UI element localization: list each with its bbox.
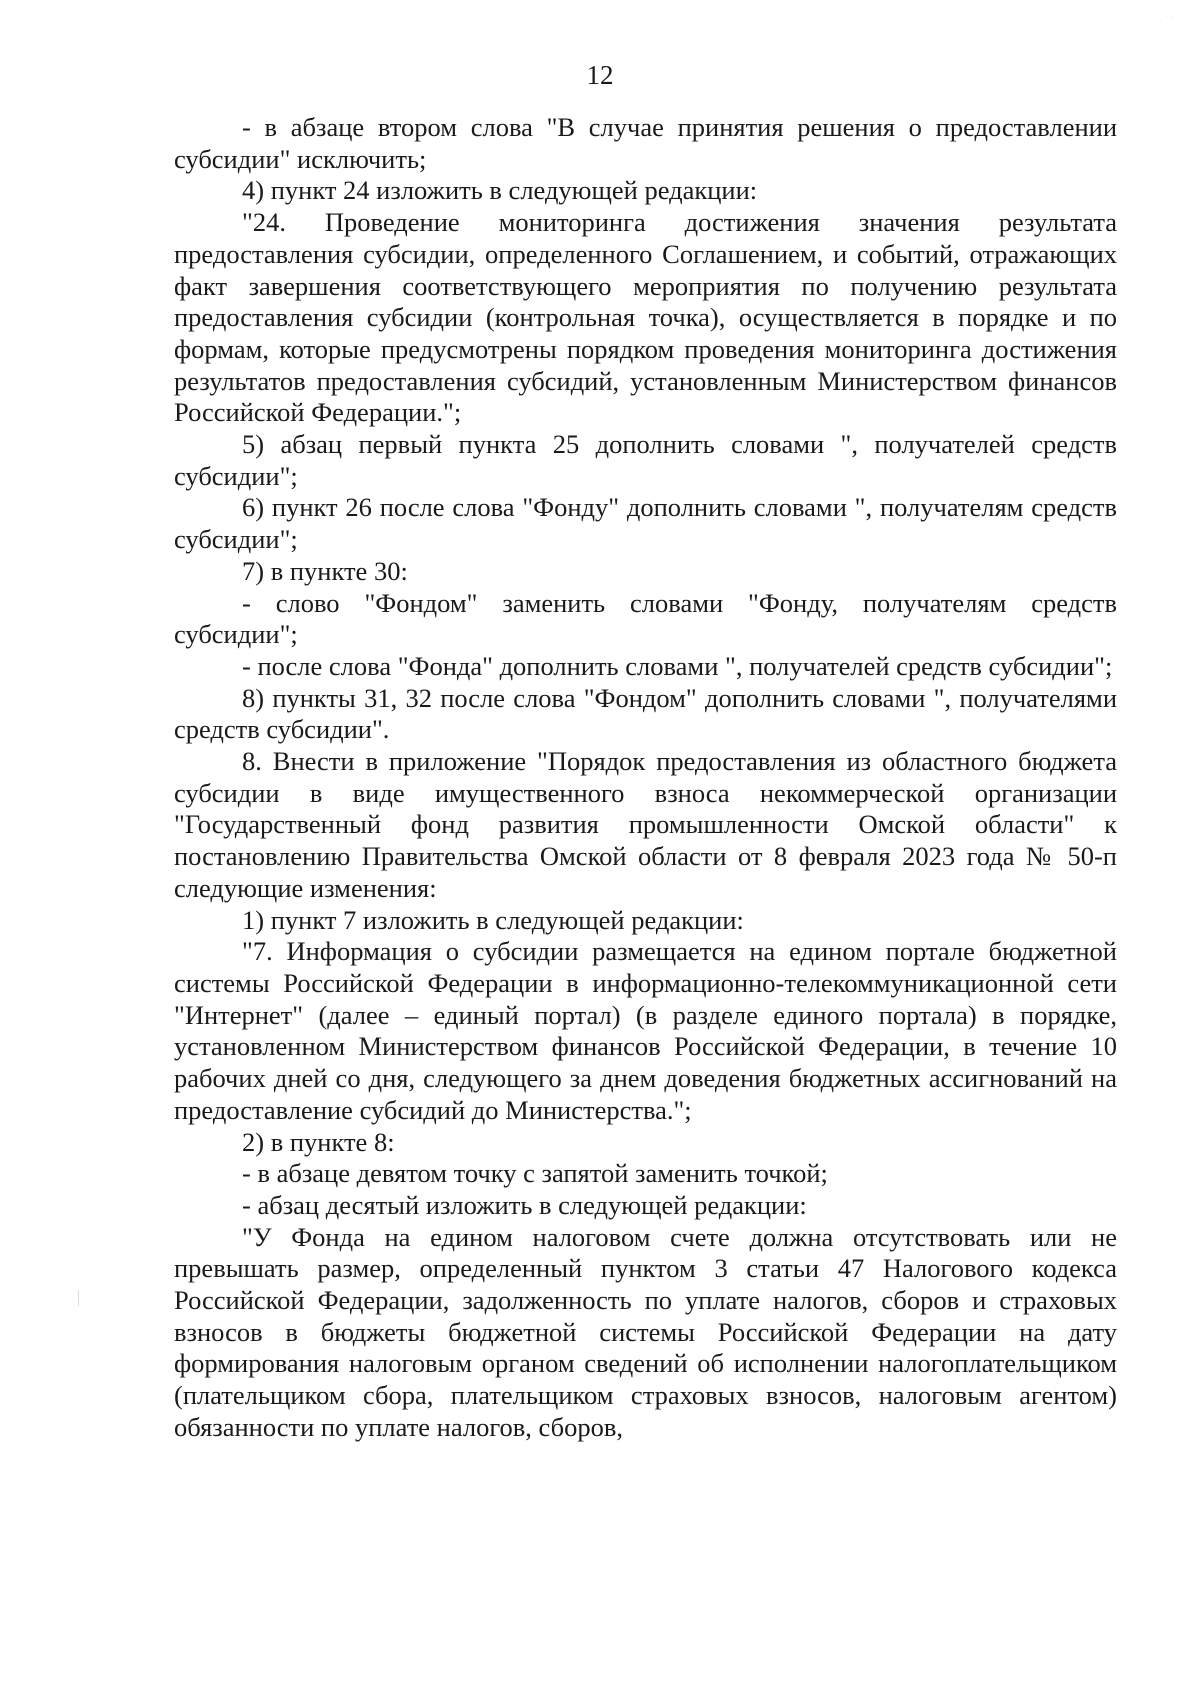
paragraph: - после слова "Фонда" дополнить словами ", получателей средств субсидии"; [242, 650, 1113, 681]
paragraph: 6) пункт 26 после слова "Фонду" дополнить словами ", получателям средств субсидии"; [174, 492, 1117, 555]
paragraph: - в абзаце втором слова "В случае принятия решения о предоставлении субсидии" исключить; [174, 112, 1117, 174]
scan-artifact: · · · [1166, 14, 1180, 20]
paragraph: 8) пункты 31, 32 после слова "Фондом" дополнить словами ", получателями средств субсидии". [174, 682, 1117, 745]
paragraph: - слово "Фондом" заменить словами "Фонду, получателям средств субсидии"; [174, 587, 1117, 650]
paragraph: - абзац десятый изложить в следующей редакции: [242, 1189, 807, 1220]
paragraph: "У Фонда на едином налоговом счете должна отсутствовать или не превышать размер, определенный пунктом 3 статьи 47 Налогового кодекса Российской Федерации, задолженность по уплате налогов, сборов и страховых взносов в бюджеты бюджетной системы Российской Федерации на дату формирования налоговым органом сведений об исполнении налогоплательщиком (плательщиком сбора, плательщиком страховых взносов, налоговым агентом) обязанности по уплате налогов, сборов, [174, 1221, 1117, 1442]
paragraph: - в абзаце девятом точку с запятой заменить точкой; [242, 1158, 828, 1189]
margin-artifact [78, 1290, 79, 1306]
paragraph: 8. Внести в приложение "Порядок предоставления из областного бюджета субсидии в виде имущественного взноса некоммерческой организации "Государственный фонд развития промышленности Омской области" к постановлению Правительства Омской области от 8 февраля 2023 года № 50-п следующие изменения: [174, 746, 1117, 903]
paragraph: 7) в пункте 30: [242, 555, 408, 586]
paragraph: "24. Проведение мониторинга достижения значения результата предоставления субсидии, определенного Соглашением, и событий, отражающих факт завершения соответствующего мероприятия по получению результата предоставления субсидии (контрольная точка), осуществляется в порядке и по формам, которые предусмотрены порядком проведения мониторинга достижения результатов предоставления субсидий, установленным Министерством финансов Российской Федерации."; [174, 207, 1117, 428]
paragraph: 4) пункт 24 изложить в следующей редакции: [242, 175, 758, 206]
paragraph: 1) пункт 7 изложить в следующей редакции: [242, 904, 744, 935]
page-number: 12 [586, 60, 614, 90]
paragraph: 2) в пункте 8: [242, 1126, 395, 1157]
paragraph: 5) абзац первый пункта 25 дополнить словами ", получателей средств субсидии"; [174, 429, 1117, 491]
paragraph: "7. Информация о субсидии размещается на едином портале бюджетной системы Российской Федерации в информационно-телекоммуникационной сети "Интернет" (далее – единый портал) (в разделе единого портала) в порядке, установленном Министерством финансов Российской Федерации, в течение 10 рабочих дней со дня, следующего за днем доведения бюджетных ассигнований на предоставление субсидий до Министерства."; [174, 936, 1117, 1125]
document-body [174, 112, 1117, 1444]
